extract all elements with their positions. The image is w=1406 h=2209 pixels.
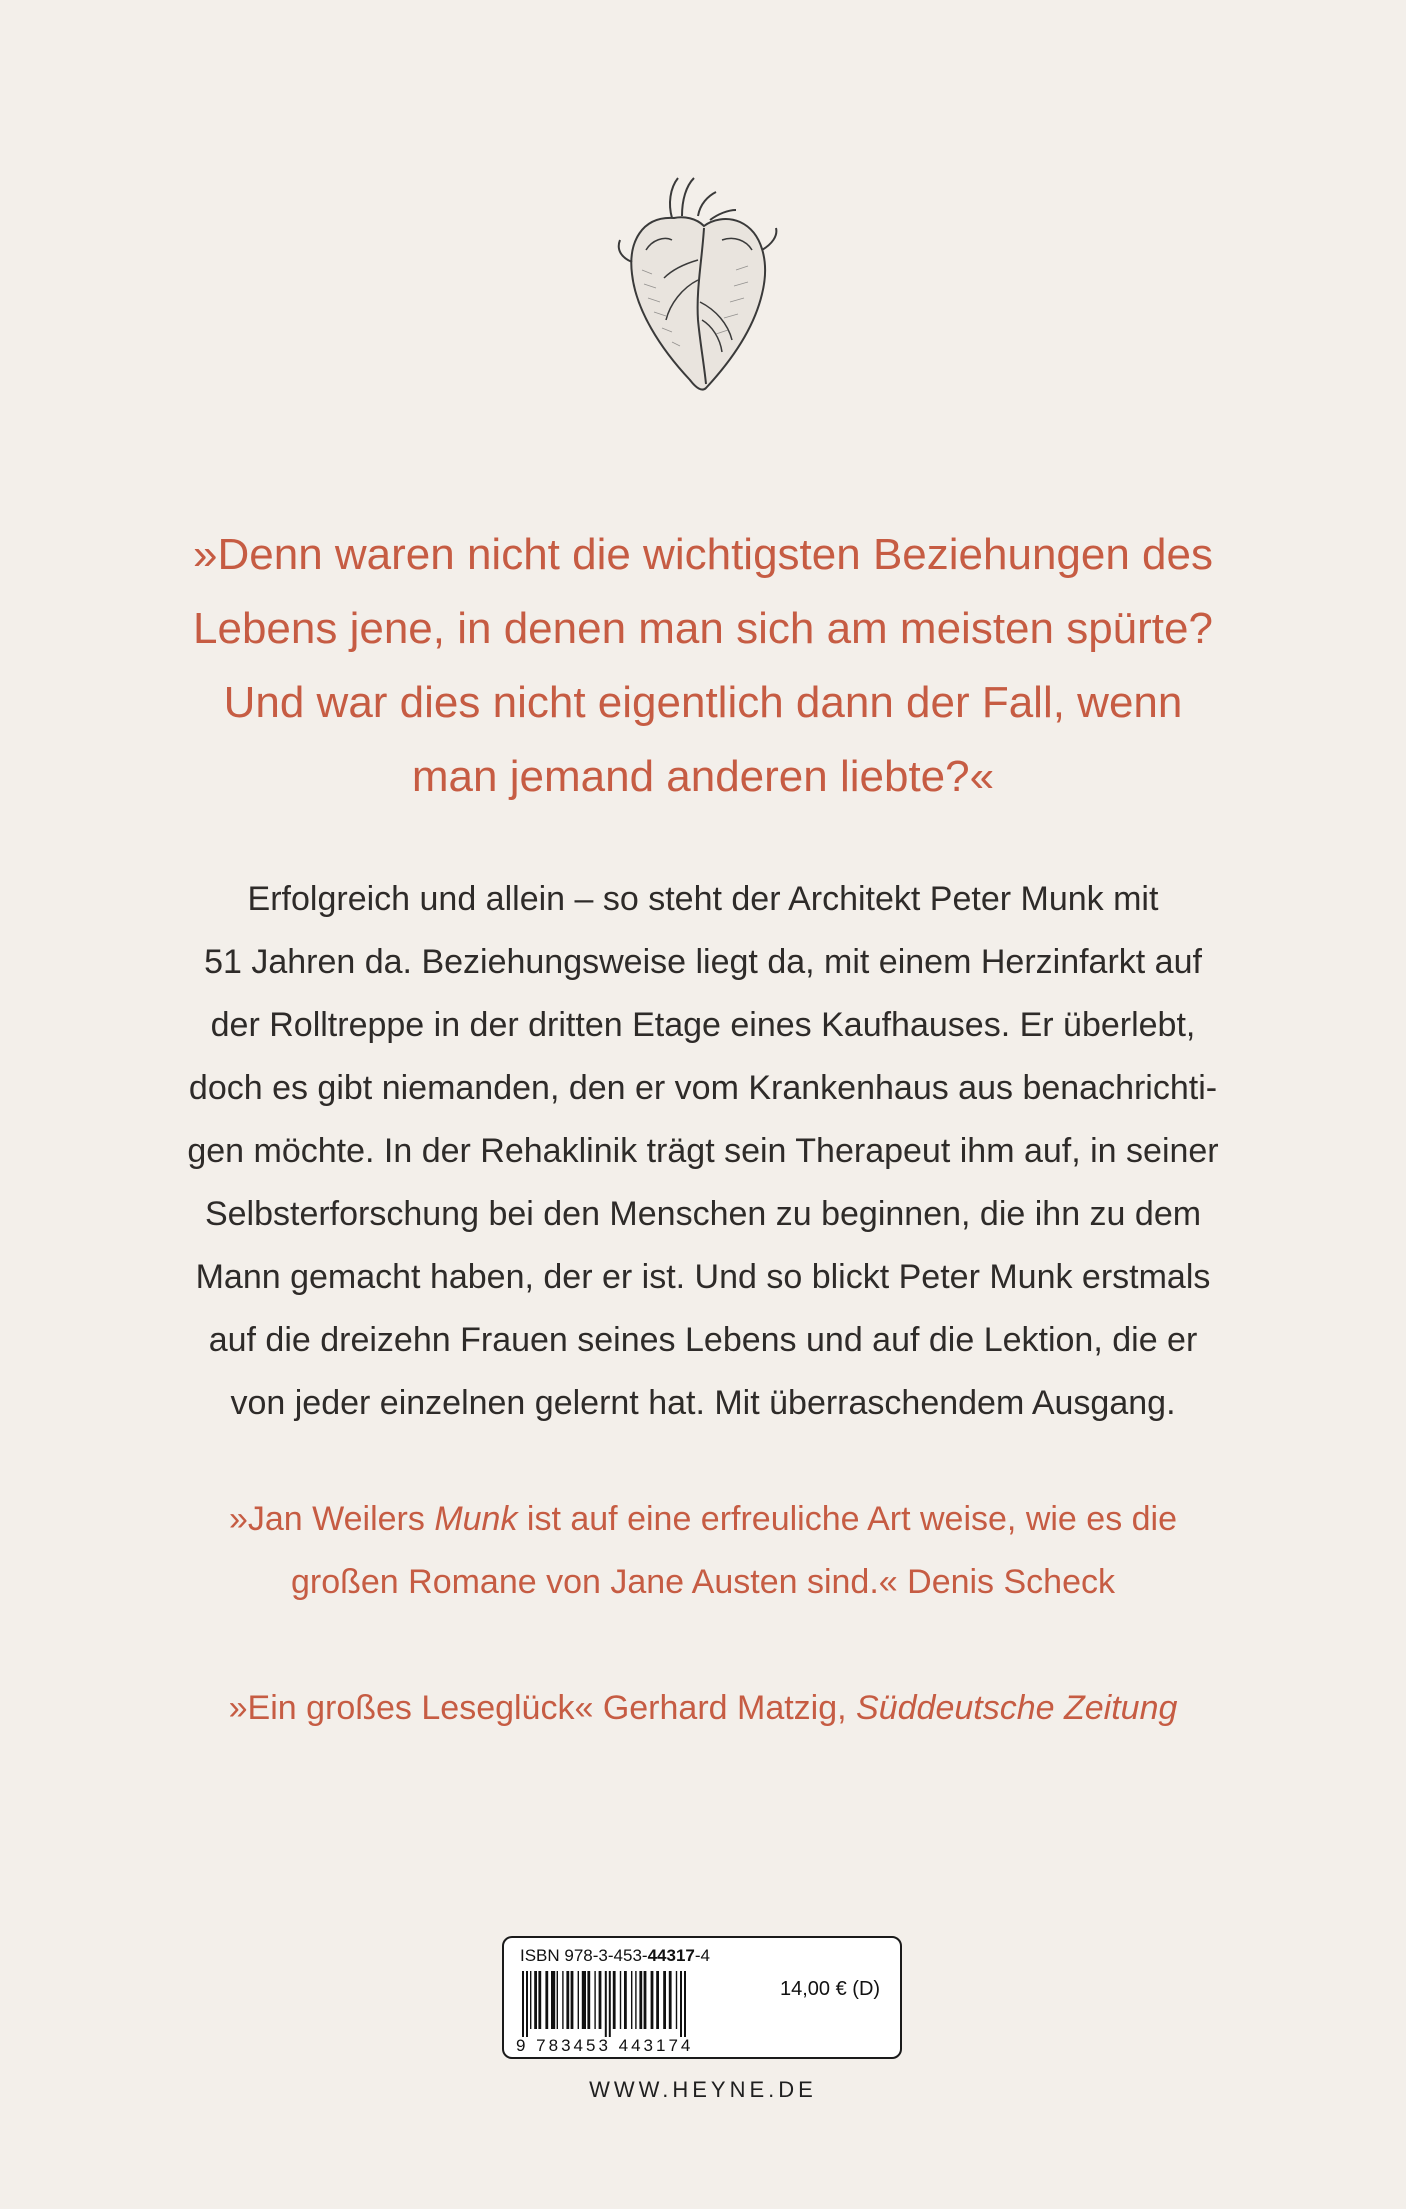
description-line: der Rolltreppe in der dritten Etage eines Kaufhauses. Er überlebt, [210, 1006, 1196, 1044]
book-description [60, 868, 1346, 1435]
description-line: Erfolgreich und allein – so steht der Architekt Peter Munk mit [247, 880, 1159, 918]
pull-quote [100, 518, 1306, 814]
book-title-italic: Munk [434, 1500, 518, 1538]
description-line: doch es gibt niemanden, den er vom Krankenhaus aus benachrichti- [188, 1069, 1218, 1107]
quote-line: Lebens jene, in denen man sich am meisten spürte? [193, 604, 1213, 653]
description-line: 51 Jahren da. Beziehungsweise liegt da, mit einem Herzinfarkt auf [204, 943, 1202, 981]
description-line: Selbsterforschung bei den Menschen zu beginnen, die ihn zu dem [204, 1195, 1202, 1233]
description-line: Mann gemacht haben, der er ist. Und so blickt Peter Munk erstmals [195, 1258, 1211, 1296]
isbn-suffix: -4 [694, 1946, 710, 1965]
barcode-icon [520, 1971, 770, 2037]
description-line: von jeder einzelnen gelernt hat. Mit überraschendem Ausgang. [230, 1384, 1176, 1422]
isbn-bold-part: 44317 [647, 1946, 695, 1965]
barcode-digits: 9 783453 443174 [516, 2036, 694, 2055]
isbn-barcode-box [502, 1936, 902, 2059]
review-text: »Ein großes Leseglück« Gerhard Matzig, [228, 1689, 857, 1727]
review-text: großen Romane von Jane Austen sind.« Denis Scheck [290, 1563, 1116, 1601]
review-quote-scheck [60, 1488, 1346, 1614]
quote-line: Und war dies nicht eigentlich dann der Fall, wenn [223, 678, 1183, 727]
price-label: 14,00 € (D) [780, 1978, 881, 2000]
publisher-website: WWW.HEYNE.DE [589, 2077, 817, 2102]
quote-line: man jemand anderen liebte?« [411, 752, 995, 801]
quote-line: »Denn waren nicht die wichtigsten Beziehungen des [193, 530, 1213, 579]
description-line: auf die dreizehn Frauen seines Lebens und auf die Lektion, die er [208, 1321, 1198, 1359]
review-text: »Jan Weilers [228, 1500, 435, 1538]
newspaper-title-italic: Süddeutsche Zeitung [856, 1689, 1178, 1727]
isbn-number [520, 1946, 710, 1966]
review-quote-matzig [60, 1677, 1346, 1740]
description-line: gen möchte. In der Rehaklinik trägt sein Therapeut ihm auf, in seiner [187, 1132, 1219, 1170]
review-text: ist auf eine erfreuliche Art weise, wie es die [517, 1500, 1178, 1538]
anatomical-heart-icon [612, 170, 782, 400]
isbn-prefix: ISBN 978-3-453- [520, 1946, 648, 1965]
